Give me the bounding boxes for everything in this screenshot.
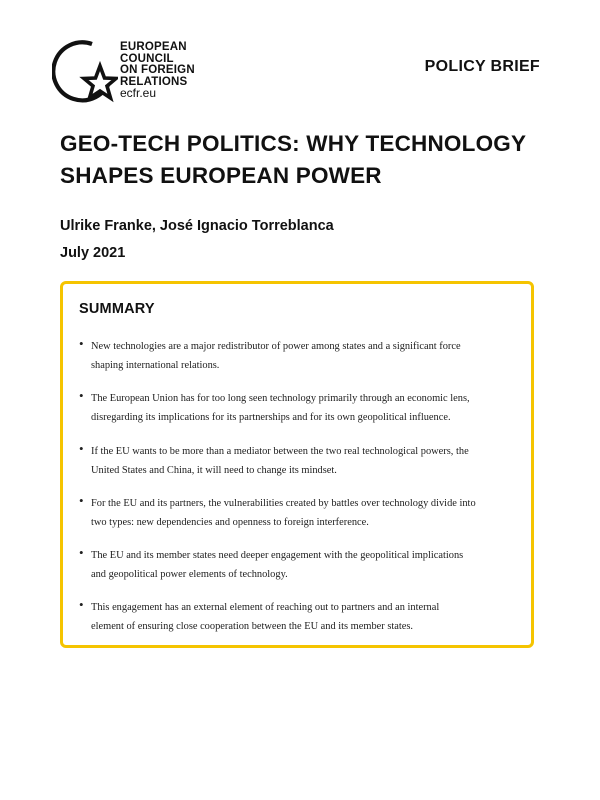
summary-item-line: The EU and its member states need deeper engagement with the geopolitical implications [91,550,464,562]
page-title [60,128,550,192]
summary-item-line: The European Union has for too long seen technology primarily through an economic lens, [91,393,470,405]
summary-item-line: two types: new dependencies and openness to foreign interference. [91,516,369,528]
bullet-icon: • [79,492,84,508]
logo-line: EUROPEAN [120,41,187,53]
circle-star-logo-icon [52,36,118,106]
summary-item [79,494,519,532]
summary-item-line: shaping international relations. [91,360,220,371]
authors: Ulrike Franke, José Ignacio Torreblanca [60,218,334,234]
logo-line: ON FOREIGN [120,64,195,76]
ecfr-logo[interactable] [52,36,212,106]
logo-line: COUNCIL [120,52,174,65]
logo-wordmark [120,42,195,100]
document-type-label: POLICY BRIEF [424,58,540,75]
summary-item [79,389,519,427]
summary-heading: SUMMARY [79,301,155,317]
summary-box [60,281,534,648]
summary-item-line: For the EU and its partners, the vulnerabilities created by battles over technology divide into [91,497,476,509]
summary-item [79,337,519,375]
bullet-icon: • [79,388,84,404]
logo-line: RELATIONS [120,75,188,88]
summary-item-line: This engagement has an external element of reaching out to partners and an internal [91,602,440,614]
summary-item-line: If the EU wants to be more than a mediator between the two real technological powers, the [91,445,469,457]
summary-item [79,546,519,584]
summary-item-line: United States and China, it will need to change its mindset. [91,464,337,476]
publication-date: July 2021 [60,245,126,261]
summary-item-line: element of ensuring close cooperation between the EU and its member states. [91,621,414,633]
summary-item-line: New technologies are a major redistributor of power among states and a significant force [91,341,461,352]
bullet-icon: • [79,336,84,351]
title-line: SHAPES EUROPEAN POWER [60,163,382,188]
title-line: GEO-TECH POLITICS: WHY TECHNOLOGY [60,131,527,156]
logo-domain: ecfr.eu [120,86,157,100]
summary-item-line: disregarding its implications for its partnerships and for its own geopolitical influence. [91,412,451,424]
summary-item [79,442,519,480]
bullet-icon: • [79,597,84,613]
summary-list [79,337,519,651]
summary-item-line: and geopolitical power elements of technology. [91,569,288,581]
bullet-icon: • [79,545,84,561]
summary-item [79,598,519,636]
bullet-icon: • [79,440,84,456]
